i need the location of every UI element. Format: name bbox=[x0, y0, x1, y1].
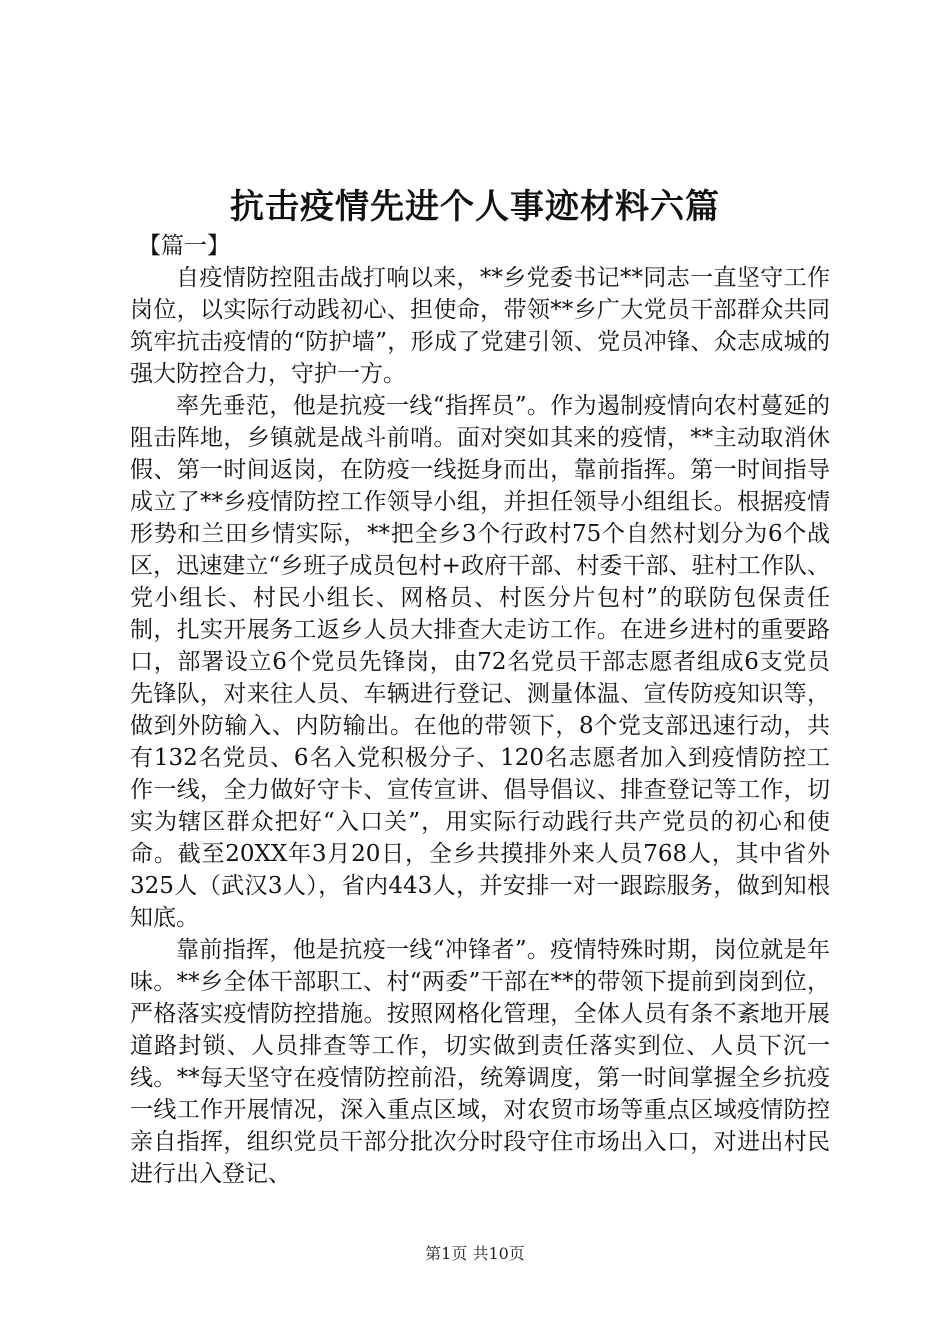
page-footer: 第1页 共10页 bbox=[425, 1244, 525, 1263]
document-title: 抗击疫情先进个人事迹材料六篇 bbox=[230, 187, 720, 227]
paragraph: 率先垂范，他是抗疫一线“指挥员”。作为遏制疫情向农村蔓延的阻击阵地，乡镇就是战斗前哨。面对突如其来的疫情，**主动取消休假、第一时间返岗，在防疫一线挺身而出，靠前指挥。第一时间指导成立了**乡疫情防控工作领导小组，并担任领导小组组长。根据疫情形势和兰田乡情实际，**把全乡3个行政村75个自然村划分为6个战区，迅速建立“乡班子成员包村+政府干部、村委干部、驻村工作队、党小组长、村民小组长、网格员、村医分片包村”的联防包保责任制，扎实开展务工返乡人员大排查大走访工作。在进乡进村的重要路口，部署设立6个党员先锋岗，由72名党员干部志愿者组成6支党员先锋队，对来往人员、车辆进行登记、测量体温、宣传防疫知识等，做到外防输入、内防输出。在他的带领下，8个党支部迅速行动，共有132名党员、6名入党积极分子、120名志愿者加入到疫情防控工作一线，全力做好守卡、宣传宣讲、倡导倡议、排查登记等工作，切实为辖区群众把好“入口关”，用实际行动践行共产党员的初心和使命。截至20XX年3月20日，全乡共摸排外来人员768人，其中省外325人（武汉3人），省内443人，并安排一对一跟踪服务，做到知根知底。 bbox=[130, 393, 830, 931]
section-heading: 【篇一】 bbox=[138, 233, 230, 259]
document-body bbox=[130, 230, 830, 1190]
paragraph: 自疫情防控阻击战打响以来，**乡党委书记**同志一直坚守工作岗位，以实际行动践初心、担使命，带领**乡广大党员干部群众共同筑牢抗击疫情的“防护墙”，形成了党建引领、党员冲锋、众志成城的强大防控合力，守护一方。 bbox=[130, 265, 830, 387]
paragraph: 靠前指挥，他是抗疫一线“冲锋者”。疫情特殊时期，岗位就是年味。**乡全体干部职工、村“两委”干部在**的带领下提前到岗到位，严格落实疫情防控措施。按照网格化管理，全体人员有条不紊地开展道路封锁、人员排查等工作，切实做到责任落实到位、人员下沉一线。**每天坚守在疫情防控前沿，统筹调度，第一时间掌握全乡抗疫一线工作开展情况，深入重点区域，对农贸市场等重点区域疫情防控亲自指挥，组织党员干部分批次分时段守住市场出入口，对进出村民进行出入登记、 bbox=[130, 937, 830, 1187]
